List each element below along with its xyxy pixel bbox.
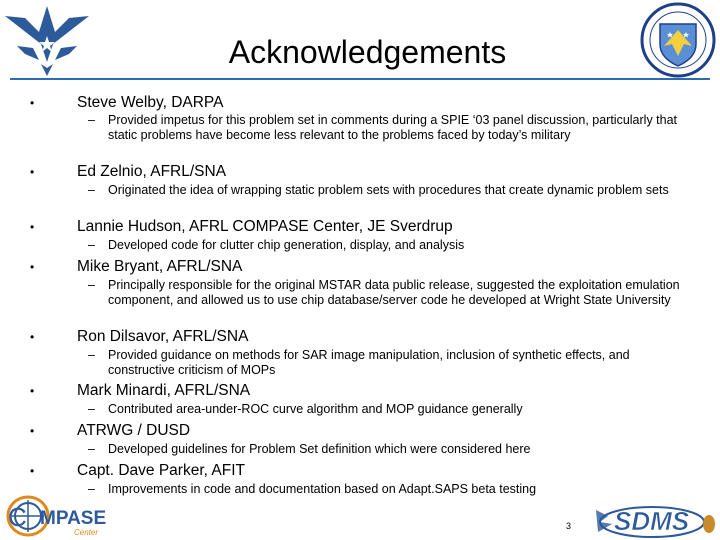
bullet: •	[30, 424, 35, 438]
bullet: •	[30, 384, 35, 398]
compass-sub: Center	[74, 528, 99, 537]
bullet: •	[30, 330, 35, 344]
bullet: •	[30, 260, 35, 274]
bullet: •	[30, 96, 35, 110]
ack-name: Mark Minardi, AFRL/SNA	[77, 382, 251, 399]
ack-name: Ron Dilsavor, AFRL/SNA	[77, 328, 249, 345]
svg-text:C: C	[8, 502, 27, 532]
ack-detail: – Provided impetus for this problem set in comments during a SPIE ‘03 panel discussion, particularly that static problems have become less relevant to the problems faced by today’s military	[88, 113, 678, 142]
ack-name: Lannie Hudson, AFRL COMPASE Center, JE Sverdrup	[77, 218, 453, 235]
bullet: •	[30, 220, 35, 234]
bullet: •	[30, 165, 35, 179]
ack-detail: – Originated the idea of wrapping static problem sets with procedures that create dynamic problem sets	[88, 183, 669, 197]
bullet: •	[30, 464, 35, 478]
ack-detail: – Provided guidance on methods for SAR image manipulation, inclusion of synthetic effects, and constructive criticism of MOPs	[88, 348, 630, 377]
compass-text: MPASE	[40, 508, 107, 529]
title-divider	[10, 78, 710, 80]
ack-detail: – Improvements in code and documentation based on Adapt.SAPS beta testing	[88, 482, 537, 496]
ack-name: Ed Zelnio, AFRL/SNA	[77, 163, 227, 180]
ack-detail: – Developed guidelines for Problem Set definition which were considered here	[88, 442, 531, 456]
ack-detail: – Contributed area-under-ROC curve algorithm and MOP guidance generally	[88, 402, 523, 416]
ack-name: Capt. Dave Parker, AFIT	[77, 462, 245, 479]
compase-logo	[4, 494, 114, 538]
ack-name: ATRWG / DUSD	[77, 422, 191, 439]
sdms-text: SDMS	[614, 506, 690, 536]
ack-name: Steve Welby, DARPA	[77, 94, 224, 111]
sdms-logo	[592, 500, 718, 540]
ack-name: Mike Bryant, AFRL/SNA	[77, 258, 243, 275]
page-number: 3	[566, 521, 572, 531]
slide-title: Acknowledgements	[228, 34, 507, 70]
ack-detail: – Principally responsible for the original MSTAR data public release, suggested the exploitation emulation component, and allowed us to use chip database/server code he developed at Wright State University	[88, 278, 680, 307]
ack-detail: – Developed code for clutter chip generation, display, and analysis	[88, 238, 465, 252]
